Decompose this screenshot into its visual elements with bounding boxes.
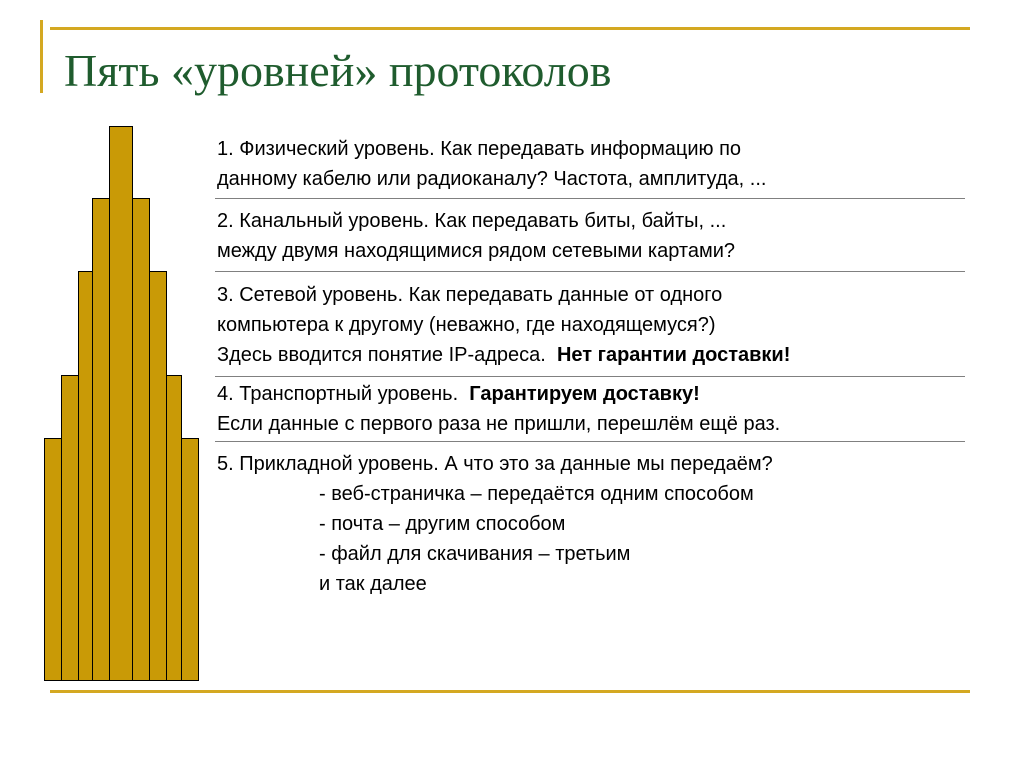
layer-text-line: данному кабелю или радиоканалу? Частота, амплитуда, ...	[217, 168, 767, 190]
layer-transport	[215, 377, 965, 442]
application-example-item: - почта – другим способом	[319, 513, 566, 535]
layers-list	[215, 130, 965, 602]
layer-text-line: 1. Физический уровень. Как передавать информацию по	[217, 138, 742, 160]
no-delivery-guarantee: Нет гарантии доставки!	[556, 344, 791, 366]
layer-network	[215, 272, 965, 377]
layer-text-line: 5. Прикладной уровень. А что это за данные мы передаём?	[217, 453, 773, 475]
tower-bar	[181, 438, 199, 681]
tower-bar	[166, 375, 182, 681]
layer-text-line: 2. Канальный уровень. Как передавать биты, байты, ...	[217, 210, 727, 232]
slide-title: Пять «уровней» протоколов	[64, 45, 612, 96]
layer-text-line: между двумя находящимися рядом сетевыми картами?	[217, 240, 736, 262]
layer-text-line	[217, 379, 965, 409]
tower-bar	[78, 271, 93, 681]
delivery-guarantee: Гарантируем доставку!	[469, 383, 700, 405]
top-accent-line	[50, 27, 970, 30]
layer-text-line: компьютера к другому (неважно, где находящемуся?)	[217, 314, 716, 336]
tower-bar	[92, 198, 110, 681]
tower-bar	[109, 126, 133, 681]
ip-address-note: Здесь вводится понятие IP-адреса.	[217, 344, 546, 366]
application-example-item: - файл для скачивания – третьим	[319, 543, 631, 565]
layer-physical	[215, 130, 965, 199]
layer-text-line	[217, 340, 965, 370]
tower-bar	[61, 375, 79, 681]
application-example-item: - веб-страничка – передаётся одним способом	[319, 483, 754, 505]
tower-bar	[149, 271, 167, 681]
transport-title: 4. Транспортный уровень.	[217, 383, 459, 405]
tower-bar	[132, 198, 150, 681]
tower-bar	[44, 438, 62, 681]
application-example-item: и так далее	[319, 573, 427, 595]
bottom-accent-line	[50, 690, 970, 693]
left-accent-line	[40, 20, 43, 93]
layer-text-line: Если данные с первого раза не пришли, перешлём ещё раз.	[217, 413, 781, 435]
layer-data-link	[215, 199, 965, 272]
layer-text-line: 3. Сетевой уровень. Как передавать данные от одного	[217, 284, 723, 306]
layer-application	[215, 442, 965, 602]
